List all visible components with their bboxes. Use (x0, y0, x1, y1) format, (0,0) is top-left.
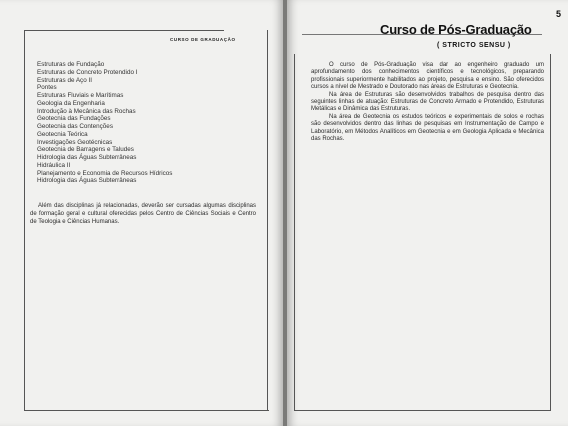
list-item: Planejamento e Economia de Recursos Hídricos (37, 169, 173, 177)
list-item: Geologia da Engenharia (37, 99, 105, 107)
paragraph: Na área de Estruturas são desenvolvidos trabalhos de pesquisa dentro das seguintes linhas de atuação: Estruturas de Concreto Armado e Protendido, Estruturas Metálicas e Dinâmica das Estruturas. (311, 91, 544, 113)
list-item: Geotecnia das Fundações (37, 115, 111, 123)
page-subtitle: ( STRICTO SENSU ) (437, 42, 511, 49)
list-item: Geotecnia das Contenções (37, 123, 113, 130)
left-page-frame-top-rule (24, 30, 224, 31)
list-item: Estruturas de Aço II (37, 76, 92, 84)
list-item: Geotecnia Teórica (37, 130, 88, 138)
course-list (37, 61, 257, 185)
list-item: Hidráulica II (37, 161, 71, 169)
list-item: Estruturas de Concreto Protendido I (37, 68, 138, 76)
page-number: 5 (556, 9, 562, 19)
list-item: Hidrologia das Águas Subterrâneas (37, 177, 137, 185)
paragraph: Na área de Geotecnia os estudos teóricos e experimentais de solos e rochas são desenvolvidos dentro das linhas de pesquisas em Instrumentação de Campo e Laboratório, em Métodos Analíticos em Geotecnia e em Geologia Aplicada e Mecânica das Rochas. (311, 113, 544, 143)
running-head: CURSO DE GRADUAÇÃO (170, 37, 236, 42)
list-item: Investigações Geotécnicas (37, 138, 113, 146)
list-item: Geotecnia de Barragens e Taludes (37, 146, 134, 154)
list-item: Estruturas Fluviais e Marítimas (37, 92, 124, 99)
paragraph: O curso de Pós-Graduação visa dar ao engenheiro graduado um aprofundamento dos conhecimentos científicos e tecnológicos, preparando profissionais superiormente habilitados ao projeto, pesquisa e ensino. São oferecidos cursos a nível de Mestrado e Doutorado nas áreas de Estruturas e Geotecnia. (311, 62, 544, 91)
list-item: Introdução à Mecânica das Rochas (37, 107, 136, 115)
page-title: Curso de Pós-Graduação (380, 22, 532, 37)
body-text (311, 62, 544, 143)
closing-paragraph: Além das disciplinas já relacionadas, deverão ser cursadas algumas disciplinas de formação geral e cultural oferecidas pelos Centro de Ciências Sociais e Centro de Teologia e Ciências Humanas. (30, 203, 256, 225)
list-item: Estruturas de Fundação (37, 61, 105, 68)
list-item: Hidrologia das Águas Subterrâneas (37, 154, 137, 161)
left-page-frame-right-rule (267, 30, 268, 410)
list-item: Pontes (37, 84, 57, 92)
